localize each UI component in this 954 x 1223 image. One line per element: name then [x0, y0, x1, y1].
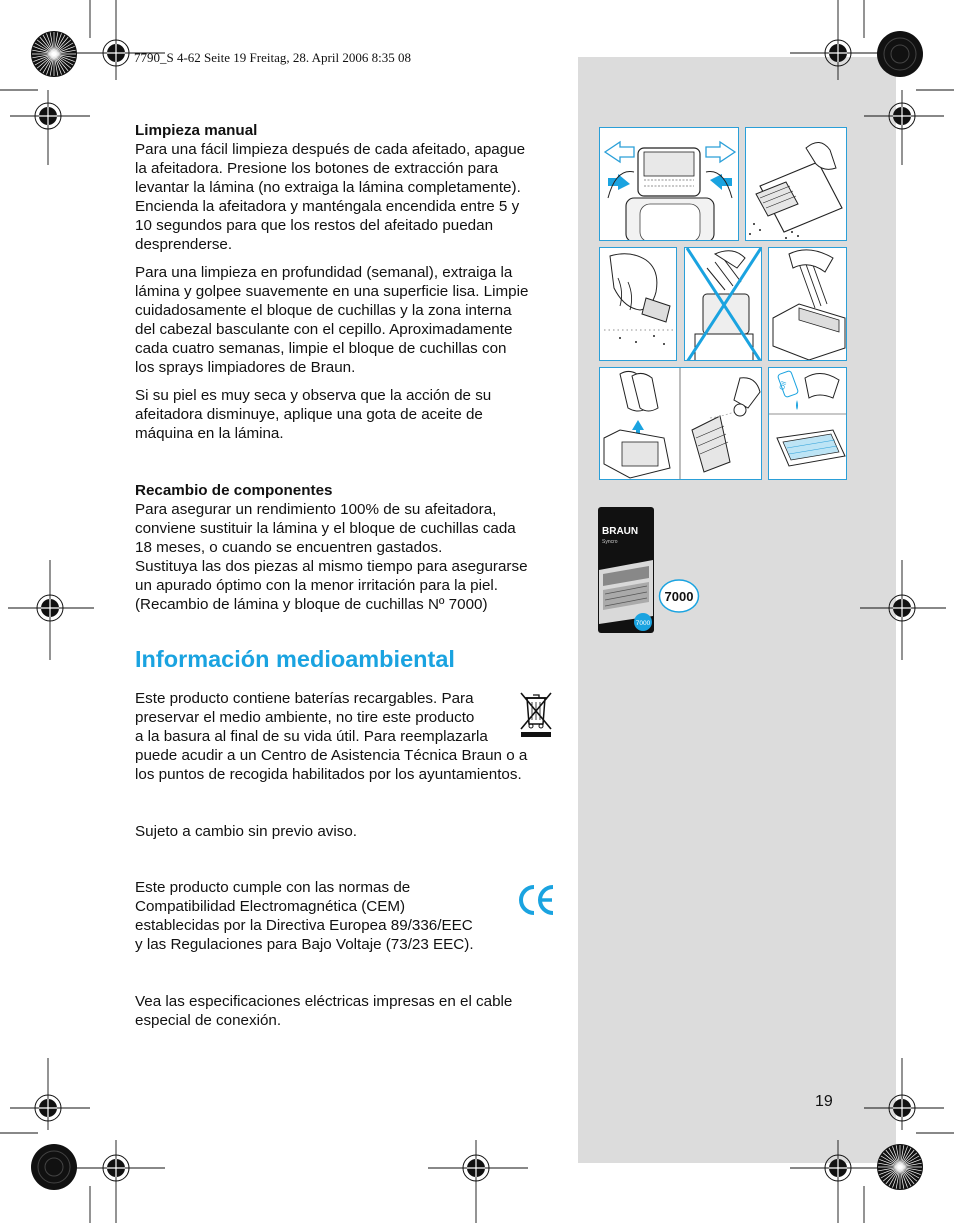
ce-line-2: Compatibilidad Electromagnética (CEM): [135, 898, 406, 915]
oil-line-2: afeitadora disminuye, aplique una gota de aceite de: [135, 406, 483, 423]
manual-cleaning-heading: Limpieza manual: [135, 122, 258, 139]
deep-cleaning-line-4: del cabezal basculante con el cepillo. Aproximadamente: [135, 321, 513, 338]
manual-cleaning-line-1: Para una fácil limpieza después de cada afeitado, apague: [135, 141, 526, 158]
deep-cleaning-line-3: cuidadosamente el bloque de cuchillas y la zona interna: [135, 302, 512, 319]
manual-cleaning-line-4: Encienda la afeitadora y manténgala encendida entre 5 y: [135, 198, 520, 215]
environment-line-1: Este producto contiene baterías recargables. Para: [135, 690, 474, 707]
ce-line-1: Este producto cumple con las normas de: [135, 879, 411, 896]
oil-line-3: máquina en la lámina.: [135, 425, 284, 442]
ce-line-3: establecidas por la Directiva Europea 89/336/EEC: [135, 917, 473, 934]
pack-number-badge: 7000: [635, 620, 651, 627]
pack-brand-logo: BRAUN: [602, 526, 639, 537]
spec-line-2: especial de conexión.: [135, 1012, 282, 1029]
manual-cleaning-line-2: la afeitadora. Presione los botones de extracción para: [135, 160, 499, 177]
ce-line-4: y las Regulaciones para Bajo Voltaje (73/23 EEC).: [135, 936, 474, 953]
environment-title: Información medioambiental: [135, 646, 455, 672]
replacement-line-2: conviene sustituir la lámina y el bloque de cuchillas cada: [135, 520, 516, 537]
replacement-line-1: Para asegurar un rendimiento 100% de su afeitadora,: [135, 501, 497, 518]
spec-line-1: Vea las especificaciones eléctricas impresas en el cable: [135, 993, 513, 1010]
starburst-bottom-right: [876, 1143, 924, 1191]
printer-slug: 7790_S 4-62 Seite 19 Freitag, 28. April 2006 8:35 08: [134, 50, 411, 65]
pack-callout-number: 7000: [664, 589, 694, 604]
environment-line-5: los puntos de recogida habilitados por los ayuntamientos.: [135, 766, 522, 783]
replacement-line-3: 18 meses, o cuando se encuentren gastados.: [135, 539, 443, 556]
notice-text: Sujeto a cambio sin previo aviso.: [135, 823, 358, 840]
pack-series-label: Syncro: [602, 539, 618, 545]
environment-line-2: preservar el medio ambiente, no tire este producto: [135, 709, 475, 726]
oil-label: Oil: [778, 380, 789, 392]
deep-cleaning-line-5: cada cuatro semanas, limpie el bloque de cuchillas con: [135, 340, 507, 357]
replacement-line-4: Sustituya las dos piezas al mismo tiempo para asegurarse: [135, 558, 528, 575]
oil-line-1: Si su piel es muy seca y observa que la acción de su: [135, 387, 492, 404]
starburst-bottom-left: [30, 1143, 78, 1191]
page-number: 19: [815, 1093, 833, 1110]
deep-cleaning-line-2: lámina y golpee suavemente en una superficie lisa. Limpie: [135, 283, 529, 300]
deep-cleaning-line-1: Para una limpieza en profundidad (semanal), extraiga la: [135, 264, 513, 281]
starburst-top-left: [30, 30, 78, 78]
manual-cleaning-line-5: 10 segundos para que los restos del afeitado puedan: [135, 217, 494, 234]
deep-cleaning-line-6: los sprays limpiadores de Braun.: [135, 359, 356, 376]
starburst-top-right: [876, 30, 924, 78]
replacement-heading: Recambio de componentes: [135, 482, 333, 499]
replacement-line-6: (Recambio de lámina y bloque de cuchillas Nº 7000): [135, 596, 488, 613]
environment-line-4: puede acudir a un Centro de Asistencia Técnica Braun o a: [135, 747, 528, 764]
replacement-line-5: un apurado óptimo con la menor irritación para la piel.: [135, 577, 499, 594]
manual-cleaning-line-6: desprenderse.: [135, 236, 233, 253]
environment-line-3: a la basura al final de su vida útil. Para reemplazarla: [135, 728, 488, 745]
manual-cleaning-line-3: levantar la lámina (no extraiga la lámina completamente).: [135, 179, 521, 196]
